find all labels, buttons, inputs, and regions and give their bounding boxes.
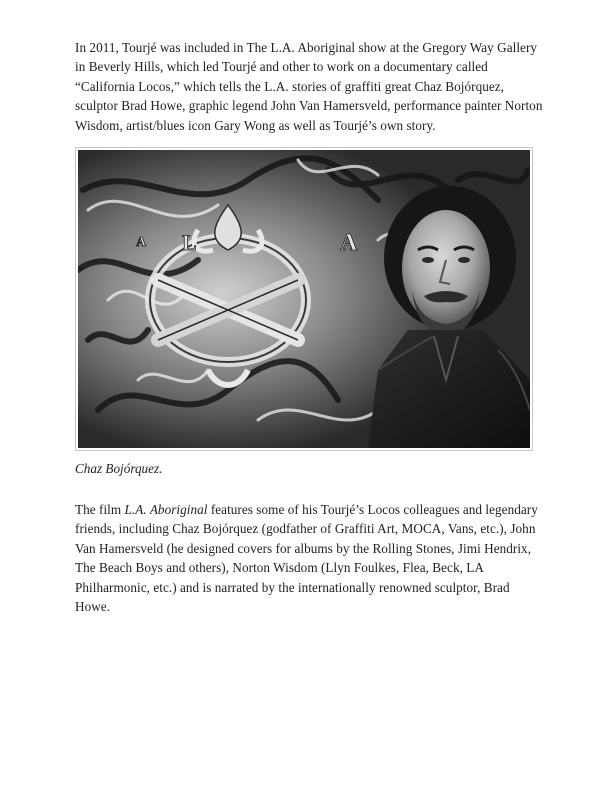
mural-letter-a-right: A (136, 235, 147, 251)
film-paragraph-lead: The film (75, 502, 125, 518)
film-paragraph-body: features some of his Tourjé’s Locos colleagues and legendary friends, including Chaz Bojórquez (godfather of Graffiti Art, MOCA, Vans, etc.), John Van Hamersveld (he designed covers for albums by the Rolling Stones, Jimi Hendrix, The Beach Boys and others), Norton Wisdom (Llyn Foulkes, Flea, Beck, LA Philharmonic, etc.) and is narrated by the internationally renowned sculptor, Brad Howe. (75, 502, 538, 615)
photo-caption: Chaz Bojórquez. (75, 461, 163, 477)
film-title: L.A. Aboriginal (124, 502, 208, 518)
portrait-photo (78, 150, 530, 448)
film-paragraph (75, 500, 545, 616)
mural-letter-l-left: L (182, 230, 197, 256)
mural-letter-a-left: A (340, 230, 358, 257)
article-page (75, 38, 545, 616)
intro-paragraph: In 2011, Tourjé was included in The L.A. Aboriginal show at the Gregory Way Gallery in Beverly Hills, which led Tourjé and other to work on a documentary called “California Locos,” which tells the L.A. stories of graffiti great Chaz Bojórquez, sculptor Brad Howe, graphic legend John Van Hamersveld, performance painter Norton Wisdom, artist/blues icon Gary Wong as well as Tourjé’s own story. (75, 40, 543, 133)
photo-frame (75, 147, 533, 451)
